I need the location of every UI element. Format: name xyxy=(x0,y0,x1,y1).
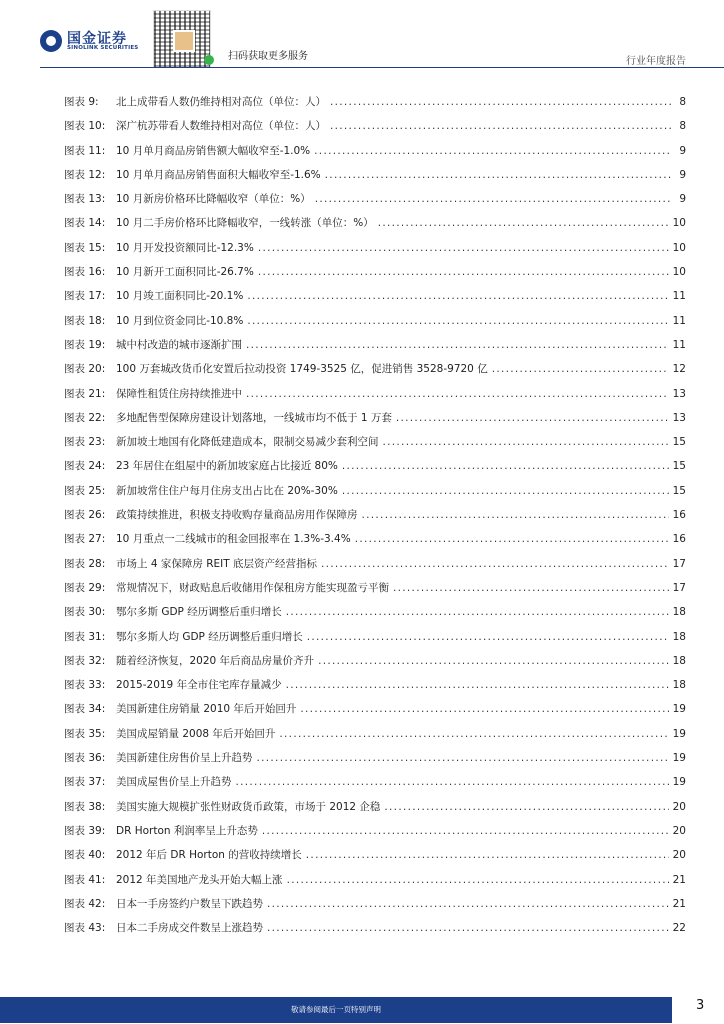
toc-figure-label: 图表 23: xyxy=(64,436,106,449)
toc-page-number: 20 xyxy=(672,849,686,862)
toc-figure-label: 图表 32: xyxy=(64,654,106,667)
toc-leader-dots xyxy=(396,406,669,430)
toc-page-number: 19 xyxy=(672,727,686,740)
toc-page-number: 20 xyxy=(672,800,686,813)
toc-page-number: 9 xyxy=(679,168,686,181)
toc-figure-label: 图表 30: xyxy=(64,606,106,619)
figure-list xyxy=(64,90,686,940)
toc-page-number: 19 xyxy=(672,752,686,765)
toc-figure-title: 美国成屋售价呈上升趋势 xyxy=(116,776,232,789)
toc-figure-label: 图表 28: xyxy=(64,557,106,570)
toc-figure-label: 图表 22: xyxy=(64,411,106,424)
toc-figure-title: 2012 年美国地产龙头开始大幅上涨 xyxy=(116,873,283,886)
page-number: 3 xyxy=(696,998,705,1013)
toc-page-number: 22 xyxy=(672,922,686,935)
toc-entry[interactable] xyxy=(64,697,686,721)
toc-page-number: 13 xyxy=(672,387,686,400)
toc-page-number: 17 xyxy=(672,557,686,570)
toc-page-number: 10 xyxy=(672,217,686,230)
toc-entry[interactable] xyxy=(64,430,686,454)
toc-leader-dots xyxy=(258,260,669,284)
toc-figure-label: 图表 25: xyxy=(64,484,106,497)
toc-page-number: 9 xyxy=(679,193,686,206)
toc-figure-label: 图表 13: xyxy=(64,193,106,206)
toc-entry[interactable] xyxy=(64,868,686,892)
toc-leader-dots xyxy=(246,382,669,406)
company-logo xyxy=(40,28,150,56)
toc-page-number: 10 xyxy=(672,266,686,279)
toc-page-number: 18 xyxy=(672,654,686,667)
toc-figure-title: 鄂尔多斯人均 GDP 经历调整后重归增长 xyxy=(116,630,303,643)
toc-leader-dots xyxy=(286,600,669,624)
toc-page-number: 15 xyxy=(672,484,686,497)
toc-leader-dots xyxy=(257,746,669,770)
toc-page-number: 16 xyxy=(672,509,686,522)
scan-prompt: 扫码获取更多服务 xyxy=(228,51,308,62)
toc-page-number: 11 xyxy=(672,338,686,351)
toc-figure-title: 深广杭苏带看人数维持相对高位（单位：人） xyxy=(116,120,326,133)
footer-disclaimer: 敬请参阅最后一页特别声明 xyxy=(291,1005,381,1014)
toc-figure-label: 图表 29: xyxy=(64,581,106,594)
toc-figure-label: 图表 21: xyxy=(64,387,106,400)
toc-figure-title: 多地配售型保障房建设计划落地，一线城市均不低于 1 万套 xyxy=(116,411,392,424)
toc-figure-title: 10 月开发投资额同比-12.3% xyxy=(116,241,254,254)
qr-code-icon[interactable] xyxy=(153,10,211,68)
toc-entry[interactable] xyxy=(64,260,686,284)
toc-leader-dots xyxy=(286,673,669,697)
toc-figure-title: 10 月竣工面积同比-20.1% xyxy=(116,290,244,303)
toc-leader-dots xyxy=(300,697,668,721)
toc-page-number: 21 xyxy=(672,897,686,910)
toc-page-number: 8 xyxy=(679,120,686,133)
toc-figure-label: 图表 31: xyxy=(64,630,106,643)
toc-leader-dots xyxy=(342,454,669,478)
toc-figure-title: 市场上 4 家保障房 REIT 底层资产经营指标 xyxy=(116,557,317,570)
toc-figure-label: 图表 38: xyxy=(64,800,106,813)
toc-leader-dots xyxy=(315,187,672,211)
toc-page-number: 20 xyxy=(672,824,686,837)
toc-figure-label: 图表 17: xyxy=(64,290,106,303)
toc-figure-label: 图表 42: xyxy=(64,897,106,910)
header-divider xyxy=(40,67,724,68)
logo-text-en: SINOLINK SECURITIES xyxy=(67,45,139,51)
toc-figure-label: 图表 27: xyxy=(64,533,106,546)
toc-leader-dots xyxy=(287,868,669,892)
toc-figure-title: 美国实施大规模扩张性财政货币政策，市场于 2012 企稳 xyxy=(116,800,381,813)
report-type-label: 行业年度报告 xyxy=(626,56,686,67)
toc-entry[interactable] xyxy=(64,892,686,916)
toc-figure-label: 图表 18: xyxy=(64,314,106,327)
toc-figure-label: 图表 40: xyxy=(64,849,106,862)
toc-entry[interactable] xyxy=(64,527,686,551)
toc-figure-title: 10 月单月商品房销售额大幅收窄至-1.0% xyxy=(116,144,311,157)
toc-leader-dots xyxy=(342,479,669,503)
toc-entry[interactable] xyxy=(64,236,686,260)
toc-figure-title: 新加坡常住住户每月住房支出占比在 20%-30% xyxy=(116,484,338,497)
toc-page-number: 13 xyxy=(672,411,686,424)
toc-page-number: 19 xyxy=(672,776,686,789)
toc-figure-title: 美国新建住房销量 2010 年后开始回升 xyxy=(116,703,297,716)
toc-leader-dots xyxy=(384,795,668,819)
toc-figure-label: 图表 10: xyxy=(64,120,106,133)
toc-leader-dots xyxy=(492,357,669,381)
toc-leader-dots xyxy=(279,722,668,746)
toc-entry[interactable] xyxy=(64,843,686,867)
toc-figure-label: 图表 11: xyxy=(64,144,106,157)
page-footer xyxy=(0,993,724,1024)
toc-page-number: 18 xyxy=(672,630,686,643)
toc-entry[interactable] xyxy=(64,406,686,430)
toc-leader-dots xyxy=(246,333,669,357)
toc-figure-label: 图表 19: xyxy=(64,338,106,351)
toc-leader-dots xyxy=(362,503,669,527)
toc-page-number: 18 xyxy=(672,606,686,619)
toc-figure-title: 100 万套城改货币化安置后拉动投资 1749-3525 亿，促进销售 3528-9720 亿 xyxy=(116,363,488,376)
logo-mark-icon xyxy=(40,30,62,52)
qr-badge-icon xyxy=(204,55,214,65)
toc-figure-title: 随着经济恢复，2020 年后商品房量价齐升 xyxy=(116,654,315,667)
toc-figure-label: 图表 16: xyxy=(64,266,106,279)
toc-entry[interactable] xyxy=(64,357,686,381)
toc-entry[interactable] xyxy=(64,284,686,308)
toc-leader-dots xyxy=(318,649,669,673)
toc-entry[interactable] xyxy=(64,916,686,940)
toc-leader-dots xyxy=(307,625,669,649)
toc-page-number: 19 xyxy=(672,703,686,716)
toc-figure-label: 图表 39: xyxy=(64,824,106,837)
toc-figure-title: 美国成屋销量 2008 年后开始回升 xyxy=(116,727,276,740)
toc-figure-label: 图表 12: xyxy=(64,168,106,181)
toc-entry[interactable] xyxy=(64,819,686,843)
toc-leader-dots xyxy=(314,139,672,163)
toc-page-number: 15 xyxy=(672,436,686,449)
toc-figure-label: 图表 37: xyxy=(64,776,106,789)
toc-figure-label: 图表 20: xyxy=(64,363,106,376)
toc-figure-label: 图表 41: xyxy=(64,873,106,886)
toc-figure-title: 政策持续推进，积极支持收购存量商品房用作保障房 xyxy=(116,509,358,522)
toc-figure-label: 图表 43: xyxy=(64,922,106,935)
toc-entry[interactable] xyxy=(64,382,686,406)
toc-entry[interactable] xyxy=(64,552,686,576)
toc-entry[interactable] xyxy=(64,722,686,746)
toc-entry[interactable] xyxy=(64,770,686,794)
toc-leader-dots xyxy=(393,576,669,600)
toc-leader-dots xyxy=(247,284,668,308)
toc-page-number: 17 xyxy=(672,581,686,594)
toc-page-number: 9 xyxy=(679,144,686,157)
toc-leader-dots xyxy=(247,309,668,333)
toc-figure-label: 图表 34: xyxy=(64,703,106,716)
toc-figure-title: 10 月单月商品房销售面积大幅收窄至-1.6% xyxy=(116,168,321,181)
toc-entry[interactable] xyxy=(64,187,686,211)
toc-leader-dots xyxy=(383,430,669,454)
toc-figure-title: 日本二手房成交件数呈上涨趋势 xyxy=(116,922,263,935)
toc-page-number: 18 xyxy=(672,679,686,692)
toc-entry[interactable] xyxy=(64,576,686,600)
toc-entry[interactable] xyxy=(64,746,686,770)
toc-leader-dots xyxy=(267,916,669,940)
toc-leader-dots xyxy=(355,527,669,551)
toc-page-number: 10 xyxy=(672,241,686,254)
toc-leader-dots xyxy=(236,770,669,794)
toc-figure-label: 图表 26: xyxy=(64,509,106,522)
toc-page-number: 16 xyxy=(672,533,686,546)
toc-figure-title: 新加坡土地国有化降低建造成本，限制交易减少套利空间 xyxy=(116,436,379,449)
toc-figure-title: 10 月新开工面积同比-26.7% xyxy=(116,266,254,279)
toc-figure-title: 鄂尔多斯 GDP 经历调整后重归增长 xyxy=(116,606,282,619)
toc-entry[interactable] xyxy=(64,600,686,624)
toc-figure-title: 2015-2019 年全市住宅库存量减少 xyxy=(116,679,282,692)
toc-entry[interactable] xyxy=(64,139,686,163)
toc-figure-title: 23 年居住在组屋中的新加坡家庭占比接近 80% xyxy=(116,460,338,473)
toc-entry[interactable] xyxy=(64,625,686,649)
logo-text-cn: 国金证券 xyxy=(67,31,127,47)
toc-figure-title: 常规情况下，财政贴息后收储用作保租房方能实现盈亏平衡 xyxy=(116,581,389,594)
toc-leader-dots xyxy=(267,892,669,916)
toc-leader-dots xyxy=(258,236,669,260)
toc-figure-title: 保障性租赁住房持续推进中 xyxy=(116,387,242,400)
toc-figure-label: 图表 35: xyxy=(64,727,106,740)
toc-figure-label: 图表 36: xyxy=(64,752,106,765)
toc-figure-label: 图表 15: xyxy=(64,241,106,254)
toc-page-number: 12 xyxy=(672,363,686,376)
toc-entry[interactable] xyxy=(64,454,686,478)
toc-figure-label: 图表 24: xyxy=(64,460,106,473)
toc-entry[interactable] xyxy=(64,309,686,333)
toc-figure-title: 2012 年后 DR Horton 的营收持续增长 xyxy=(116,849,302,862)
toc-figure-title: 10 月到位资金同比-10.8% xyxy=(116,314,244,327)
toc-page-number: 8 xyxy=(679,96,686,108)
toc-leader-dots xyxy=(321,552,669,576)
toc-figure-title: 10 月二手房价格环比降幅收窄，一线转涨（单位：%） xyxy=(116,217,374,230)
toc-entry[interactable] xyxy=(64,503,686,527)
toc-figure-title: 美国新建住房售价呈上升趋势 xyxy=(116,752,253,765)
toc-entry[interactable] xyxy=(64,211,686,235)
toc-figure-label: 图表 9: xyxy=(64,96,99,108)
toc-figure-title: DR Horton 利润率呈上升态势 xyxy=(116,824,258,837)
toc-figure-title: 10 月新房价格环比降幅收窄（单位：%） xyxy=(116,193,311,206)
toc-figure-label: 图表 33: xyxy=(64,679,106,692)
toc-entry[interactable] xyxy=(64,795,686,819)
toc-leader-dots xyxy=(330,90,672,114)
toc-leader-dots xyxy=(378,211,669,235)
toc-entry[interactable] xyxy=(64,114,686,138)
toc-page-number: 15 xyxy=(672,460,686,473)
toc-figure-title: 日本一手房签约户数呈下跌趋势 xyxy=(116,897,263,910)
toc-leader-dots xyxy=(325,163,672,187)
toc-page-number: 11 xyxy=(672,290,686,303)
toc-entry[interactable] xyxy=(64,90,686,114)
toc-page-number: 11 xyxy=(672,314,686,327)
toc-entry[interactable] xyxy=(64,649,686,673)
toc-figure-title: 城中村改造的城市逐渐扩围 xyxy=(116,338,242,351)
toc-leader-dots xyxy=(262,819,669,843)
toc-entry[interactable] xyxy=(64,333,686,357)
toc-figure-title: 北上成带看人数仍维持相对高位（单位：人） xyxy=(116,96,326,108)
toc-figure-label: 图表 14: xyxy=(64,217,106,230)
toc-leader-dots xyxy=(306,843,669,867)
page-header xyxy=(0,0,724,72)
toc-figure-title: 10 月重点一二线城市的租金回报率在 1.3%-3.4% xyxy=(116,533,351,546)
toc-page-number: 21 xyxy=(672,873,686,886)
toc-entry[interactable] xyxy=(64,479,686,503)
qr-center-logo-icon xyxy=(173,30,195,52)
toc-entry[interactable] xyxy=(64,163,686,187)
toc-leader-dots xyxy=(330,114,672,138)
toc-entry[interactable] xyxy=(64,673,686,697)
